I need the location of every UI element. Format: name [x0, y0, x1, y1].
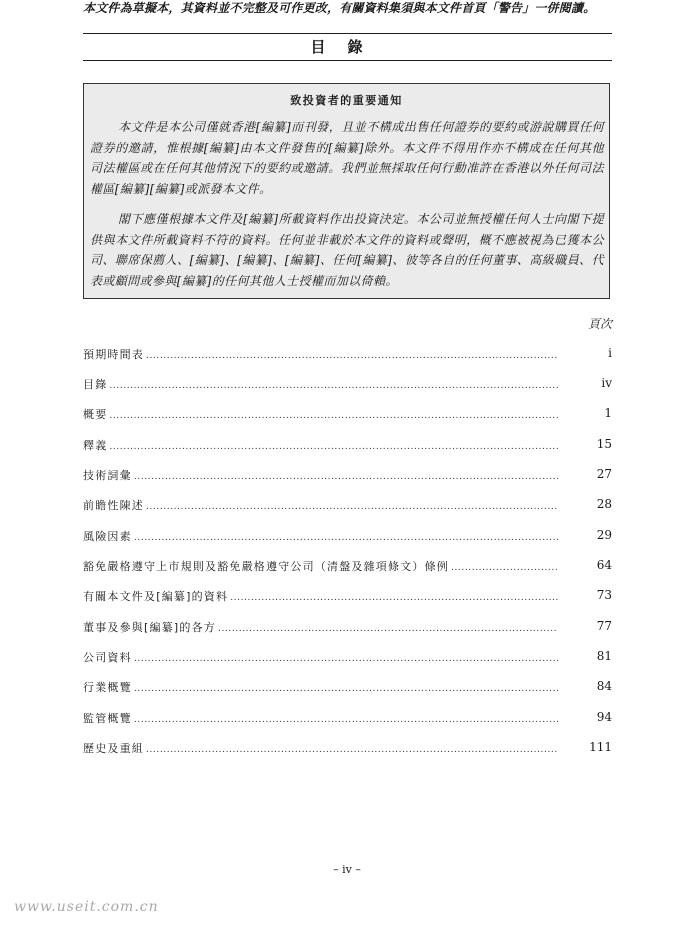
toc-entry-waivers[interactable] [83, 558, 612, 574]
toc-leader-dots [134, 472, 558, 482]
notice-heading: 致投資者的重要通知 [290, 94, 403, 107]
toc-entry-page: 28 [572, 497, 612, 511]
toc-entry-page: 94 [572, 710, 612, 724]
toc-entry-forward-looking[interactable] [83, 497, 612, 513]
toc-leader-dots [451, 563, 558, 573]
toc-entry-label: 技術詞彙 [83, 469, 132, 482]
toc-entry-industry-overview[interactable] [83, 679, 612, 695]
toc-entry-page: 77 [572, 619, 612, 633]
toc-leader-dots [109, 411, 558, 421]
toc-leader-dots [146, 351, 558, 361]
toc-leader-dots [146, 745, 558, 755]
page-column-label: 頁次 [587, 317, 612, 331]
toc-entry-page: 81 [572, 649, 612, 663]
toc-entry-label: 監管概覽 [83, 712, 132, 725]
toc-entry-label: 概要 [83, 408, 108, 421]
toc-entry-label: 預期時間表 [83, 348, 144, 361]
toc-entry-page: i [572, 346, 612, 360]
toc-entry-label: 豁免嚴格遵守上市規則及豁免嚴格遵守公司（清盤及雜項條文）條例 [83, 560, 449, 573]
toc-entry-regulatory-overview[interactable] [83, 710, 612, 726]
toc-entry-label: 行業概覽 [83, 681, 132, 694]
toc-entry-label: 公司資料 [83, 651, 132, 664]
toc-entry-label: 前瞻性陳述 [83, 499, 144, 512]
draft-notice: 本文件為草擬本，其資料並不完整及可作更改，有關資料集須與本文件首頁「警告」一併閱讀。 [83, 1, 596, 15]
toc-leader-dots [134, 715, 558, 725]
toc-entry-directors-parties[interactable] [83, 619, 612, 635]
toc-entry-corporate-info[interactable] [83, 649, 612, 665]
toc-leader-dots [109, 442, 558, 452]
toc-entry-label: 董事及參與[編纂]的各方 [83, 621, 216, 634]
toc-entry-label: 歷史及重組 [83, 742, 144, 755]
toc-leader-dots [230, 593, 558, 603]
toc-entry-page: 1 [572, 406, 612, 420]
watermark: www.useit.com.cn [14, 899, 159, 915]
toc-entry-label: 目錄 [83, 378, 108, 391]
notice-paragraph-2: 閣下應僅根據本文件及[編纂]所載資料作出投資決定。本公司並無授權任何人士向閣下提供與本文件所載資料不符的資料。任何並非載於本文件的資料或聲明，概不應被視為已獲本公司、聯席保薦人、[編纂]、[編纂]、[編纂]、任何[編纂]、彼等各自的任何董事、高級職員、代表或顧問或參與[編纂]的任何其他人士授權而加以倚賴。 [90, 212, 604, 288]
toc-leader-dots [134, 684, 558, 694]
toc-entry-page: 27 [572, 467, 612, 481]
toc-leader-dots [146, 502, 558, 512]
toc-leader-dots [109, 381, 558, 391]
toc-entry-page: 84 [572, 679, 612, 693]
toc-entry-history-reorganization[interactable] [83, 740, 612, 756]
toc-entry-expected-timetable[interactable] [83, 346, 612, 362]
toc-leader-dots [134, 654, 558, 664]
toc-entry-label: 有關本文件及[編纂]的資料 [83, 590, 229, 603]
title-bottom-rule [83, 60, 612, 61]
footer-page-number: – iv – [333, 863, 361, 876]
toc-entry-document-info[interactable] [83, 588, 612, 604]
investor-notice-box [83, 83, 610, 299]
toc-entry-page: 64 [572, 558, 612, 572]
toc-entry-page: 73 [572, 588, 612, 602]
title-top-rule [83, 33, 612, 34]
toc-leader-dots [134, 533, 558, 543]
toc-entry-page: 15 [572, 437, 612, 451]
toc-entry-risk-factors[interactable] [83, 528, 612, 544]
toc-entry-glossary[interactable] [83, 467, 612, 483]
toc-entry-page: iv [572, 376, 612, 390]
toc-entry-label: 風險因素 [83, 530, 132, 543]
page-title: 目錄 [310, 38, 385, 56]
toc-entry-page: 29 [572, 528, 612, 542]
toc-entry-definitions[interactable] [83, 437, 612, 453]
toc-entry-summary[interactable] [83, 406, 612, 422]
toc-entry-page: 111 [572, 740, 612, 754]
notice-paragraph-1: 本文件是本公司僅就香港[編纂]而刊發，且並不構成出售任何證券的要約或游說購買任何證券的邀請，惟根據[編纂]由本文件發售的[編纂]除外。本文件不得用作亦不構成在任何其他司法權區或在任何其他情況下的要約或邀請。我們並無採取任何行動准許在香港以外任何司法權區[編纂][編纂]或派發本文件。 [90, 120, 604, 196]
toc-entry-contents[interactable] [83, 376, 612, 392]
toc-entry-label: 釋義 [83, 439, 108, 452]
toc-leader-dots [218, 624, 558, 634]
